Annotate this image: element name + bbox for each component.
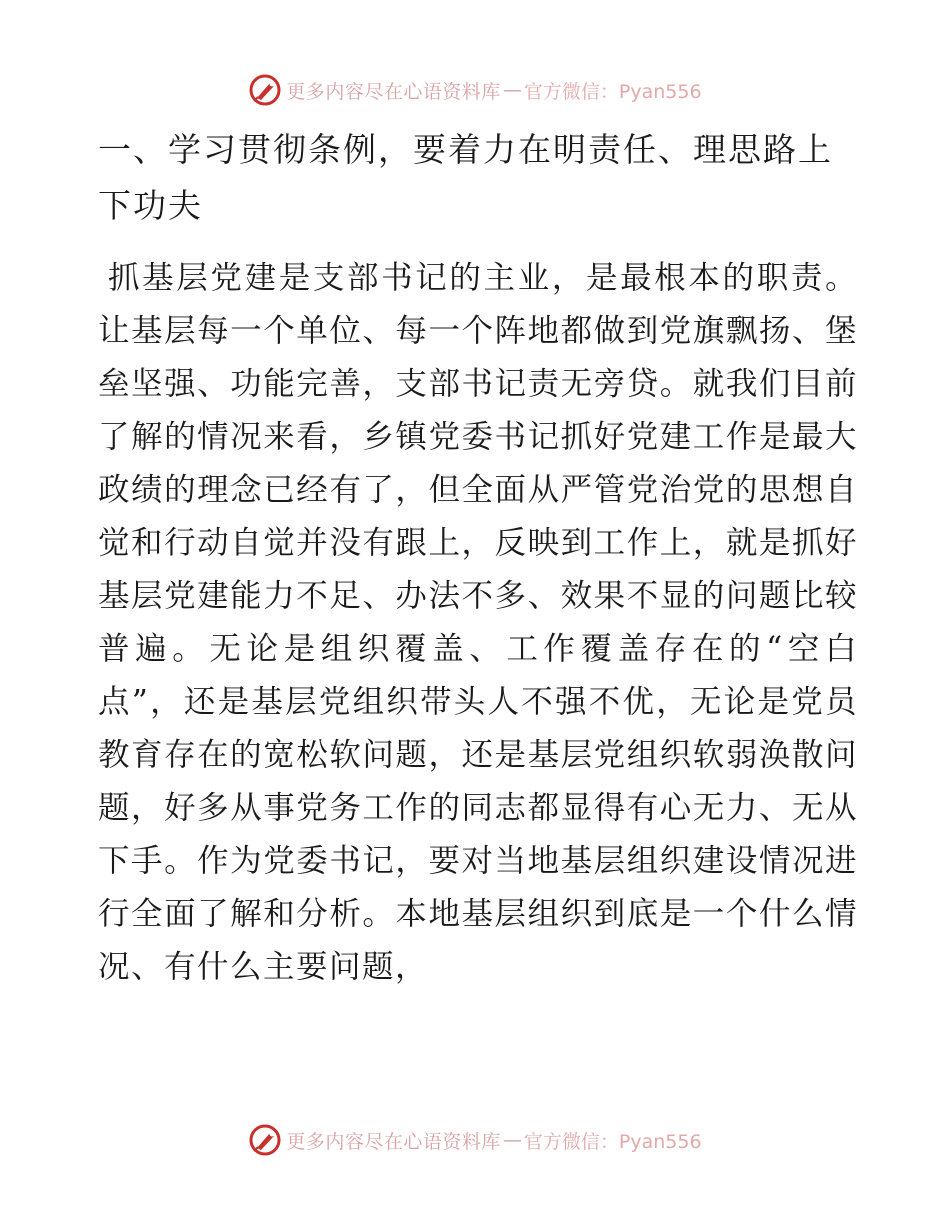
header-watermark <box>0 70 950 110</box>
watermark-site-text: 更多内容尽在心语资料库 <box>286 1130 501 1153</box>
watermark-dash: — <box>502 1129 522 1151</box>
watermark-contact: 官方微信：Pyan556 <box>523 80 702 103</box>
footer-watermark <box>0 1120 950 1160</box>
body-paragraph: 抓基层党建是支部书记的主业，是最根本的职责。让基层每一个单位、每一个阵地都做到党旗飘扬、堡垒坚强、功能完善，支部书记责无旁贷。就我们目前了解的情况来看，乡镇党委书记抓好党建工作是最大政绩的理念已经有了，但全面从严管党治党的思想自觉和行动自觉并没有跟上，反映到工作上，就是抓好基层党建能力不足、办法不多、效果不显的问题比较普遍。无论是组织覆盖、工作覆盖存在的“空白点”，还是基层党组织带头人不强不优，无论是党员教育存在的宽松软问题，还是基层党组织软弱涣散问题，好多从事党务工作的同志都显得有心无力、无从下手。作为党委书记，要对当地基层组织建设情况进行全面了解和分析。本地基层组织到底是一个什么情况、有什么主要问题， <box>98 260 858 985</box>
watermark-contact: 官方微信：Pyan556 <box>523 1130 702 1153</box>
pen-circle-logo-icon <box>248 73 282 107</box>
pen-circle-logo-icon <box>248 1123 282 1157</box>
watermark-site-text: 更多内容尽在心语资料库 <box>286 80 501 103</box>
watermark-dash: — <box>502 79 522 101</box>
section-heading: 一、学习贯彻条例，要着力在明责任、理思路上下功夫 <box>98 130 833 225</box>
